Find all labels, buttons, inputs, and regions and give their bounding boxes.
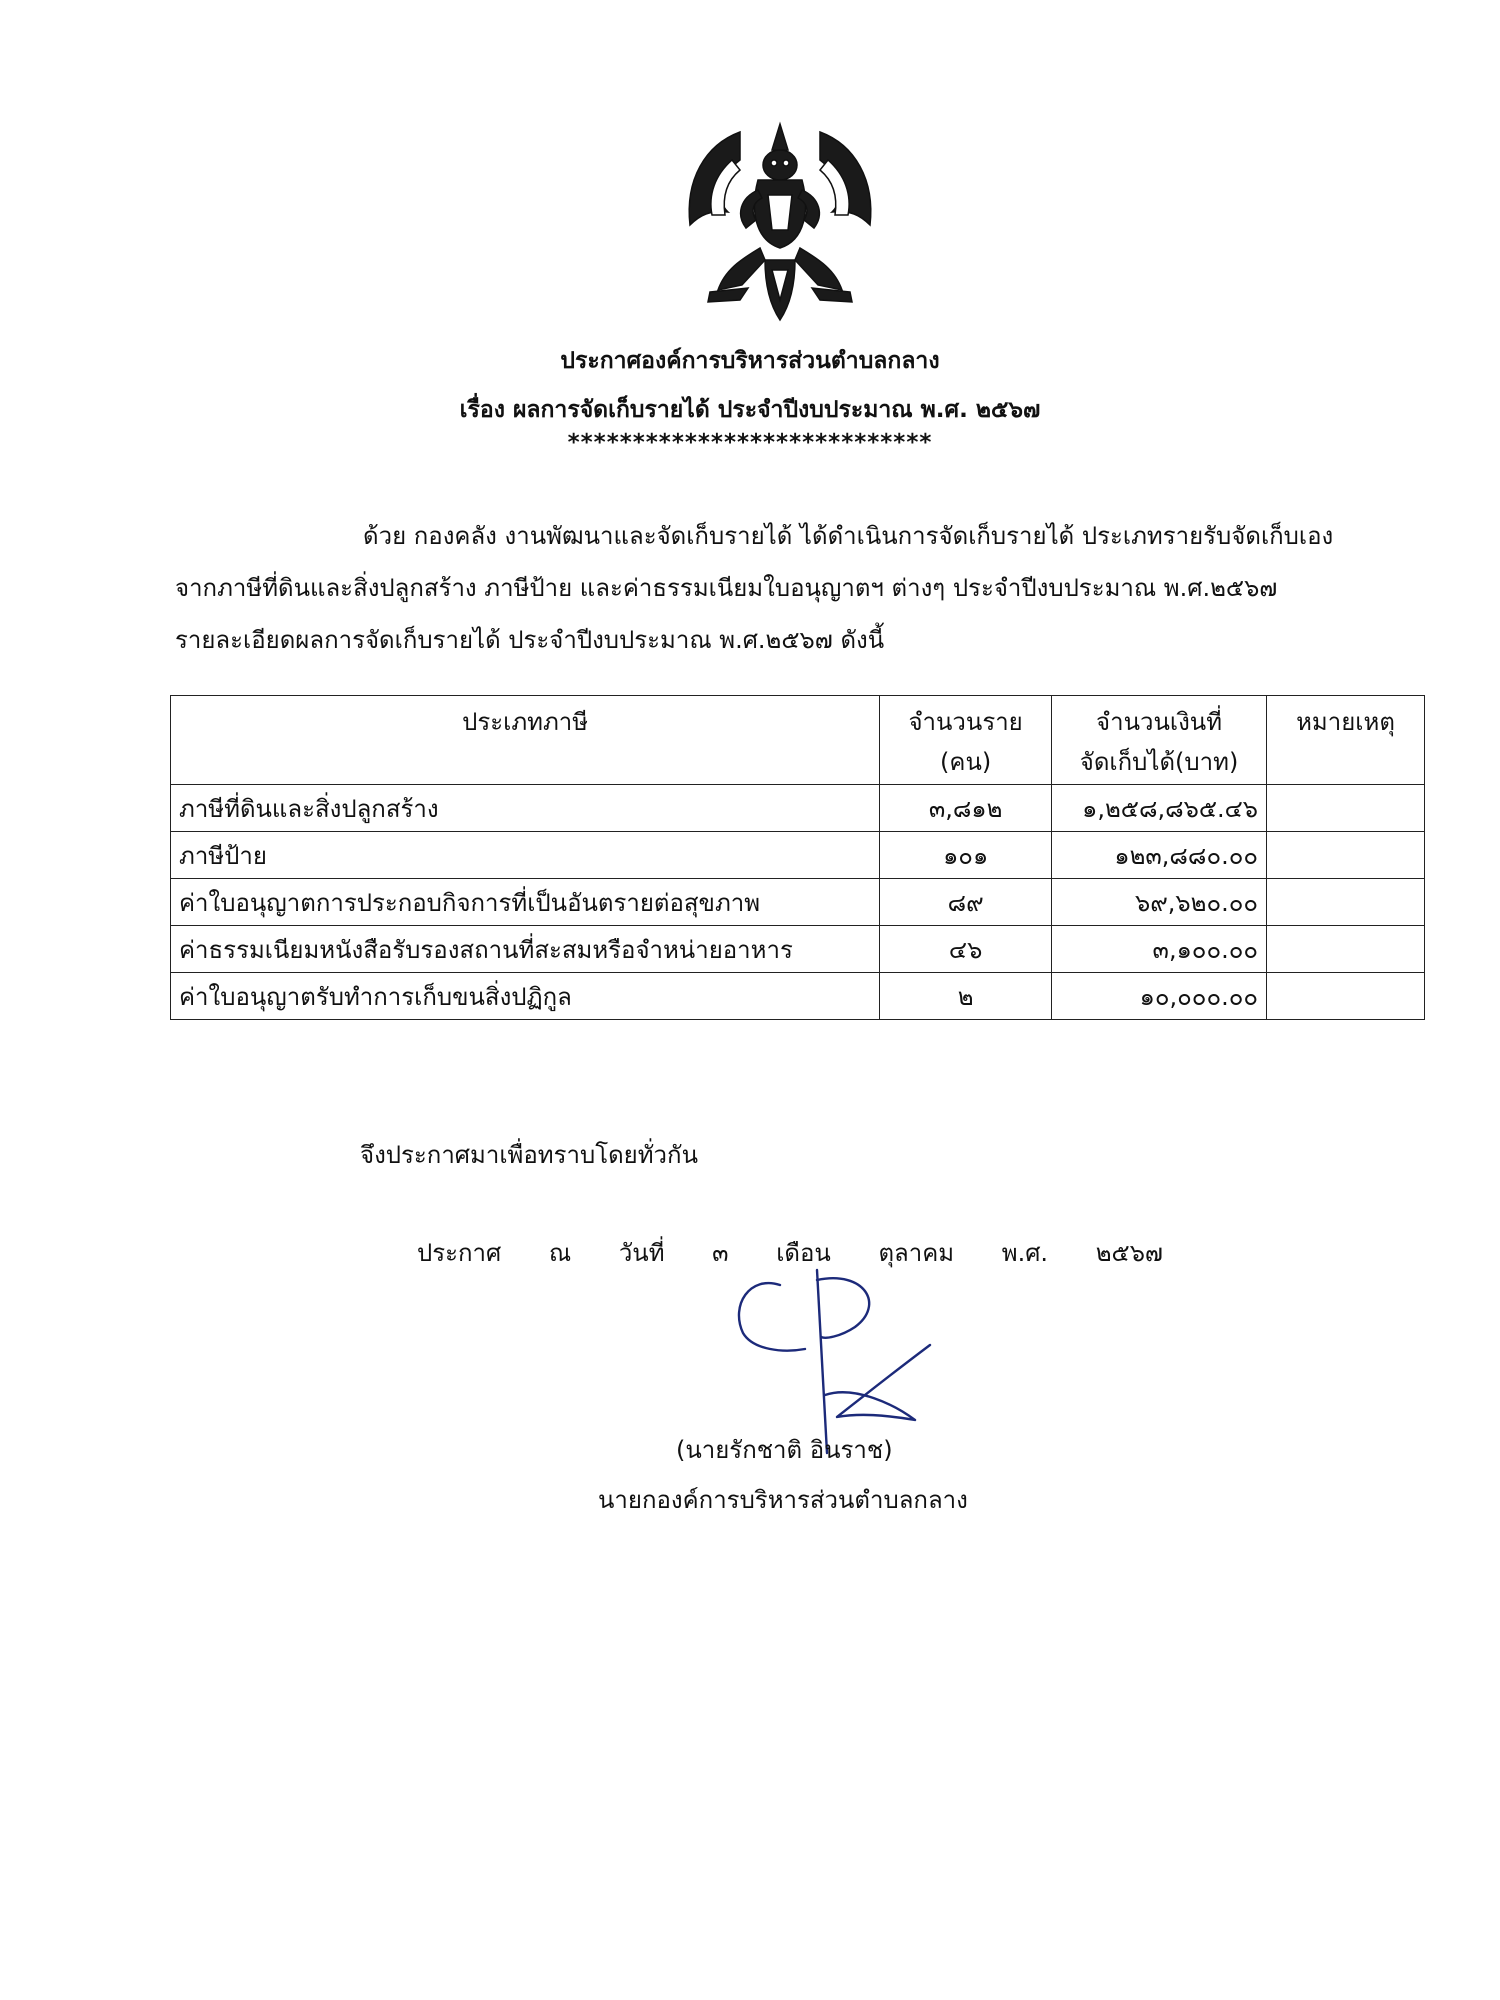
announcement-title: ประกาศองค์การบริหารส่วนตำบลกลาง bbox=[560, 348, 940, 374]
date-prefix: ประกาศ bbox=[417, 1239, 502, 1267]
date-month-label: เดือน bbox=[776, 1239, 831, 1267]
row-tax-type: ค่าใบอนุญาตการประกอบกิจการที่เป็นอันตรายต่อสุขภาพ bbox=[171, 879, 880, 926]
header-amount-line2: จัดเก็บได้(บาท) bbox=[1079, 748, 1239, 776]
row-amount: ๖๙,๖๒๐.๐๐ bbox=[1052, 879, 1267, 926]
row-tax-type: ค่าธรรมเนียมหนังสือรับรองสถานที่สะสมหรือจำหน่ายอาหาร bbox=[171, 926, 880, 973]
date-day-label: วันที่ bbox=[618, 1239, 665, 1267]
header-count-line1: จำนวนราย bbox=[908, 708, 1023, 736]
table-header-row bbox=[171, 696, 1425, 785]
signatory-position: นายกองค์การบริหารส่วนตำบลกลาง bbox=[598, 1486, 968, 1514]
row-count: ๓,๘๑๒ bbox=[880, 785, 1052, 832]
row-count: ๘๙ bbox=[880, 879, 1052, 926]
header-tax-type bbox=[171, 696, 880, 785]
row-amount: ๑๐,๐๐๐.๐๐ bbox=[1052, 973, 1267, 1020]
table-row bbox=[171, 973, 1425, 1020]
row-amount: ๑,๒๕๘,๘๖๕.๔๖ bbox=[1052, 785, 1267, 832]
header-note-label: หมายเหตุ bbox=[1296, 708, 1395, 736]
row-amount: ๓,๑๐๐.๐๐ bbox=[1052, 926, 1267, 973]
row-tax-type: ภาษีป้าย bbox=[171, 832, 880, 879]
header-note bbox=[1267, 696, 1425, 785]
table-row bbox=[171, 832, 1425, 879]
date-month: ตุลาคม bbox=[878, 1239, 955, 1267]
header-count-line2: (คน) bbox=[940, 748, 992, 776]
body-line-1: ด้วย กองคลัง งานพัฒนาและจัดเก็บรายได้ ได้ดำเนินการจัดเก็บรายได้ ประเภทรายรับจัดเก็บเอง bbox=[363, 522, 1334, 550]
body-line-3: รายละเอียดผลการจัดเก็บรายได้ ประจำปีงบประมาณ พ.ศ.๒๕๖๗ ดังนี้ bbox=[175, 626, 885, 654]
row-note bbox=[1267, 926, 1425, 973]
closing-statement: จึงประกาศมาเพื่อทราบโดยทั่วกัน bbox=[360, 1141, 698, 1169]
garuda-emblem-icon bbox=[670, 120, 890, 330]
row-tax-type: ภาษีที่ดินและสิ่งปลูกสร้าง bbox=[171, 785, 880, 832]
header-amount bbox=[1052, 696, 1267, 785]
table-row bbox=[171, 879, 1425, 926]
row-note bbox=[1267, 785, 1425, 832]
row-count: ๑๐๑ bbox=[880, 832, 1052, 879]
header-amount-line1: จำนวนเงินที่ bbox=[1096, 708, 1223, 736]
row-note bbox=[1267, 973, 1425, 1020]
row-note bbox=[1267, 879, 1425, 926]
header-count bbox=[880, 696, 1052, 785]
body-paragraph bbox=[175, 510, 1410, 666]
date-year: ๒๕๖๗ bbox=[1095, 1239, 1163, 1267]
date-at: ณ bbox=[548, 1239, 572, 1267]
row-amount: ๑๒๓,๘๘๐.๐๐ bbox=[1052, 832, 1267, 879]
title-separator: **************************** bbox=[567, 430, 933, 456]
date-year-label: พ.ศ. bbox=[1001, 1239, 1049, 1267]
row-tax-type: ค่าใบอนุญาตรับทำการเก็บขนสิ่งปฏิกูล bbox=[171, 973, 880, 1020]
date-day: ๓ bbox=[712, 1239, 729, 1267]
announcement-subject: เรื่อง ผลการจัดเก็บรายได้ ประจำปีงบประมาณ พ.ศ. ๒๕๖๗ bbox=[459, 397, 1041, 423]
row-note bbox=[1267, 832, 1425, 879]
header-tax-type-label: ประเภทภาษี bbox=[462, 708, 589, 736]
table-row bbox=[171, 785, 1425, 832]
body-line-2: จากภาษีที่ดินและสิ่งปลูกสร้าง ภาษีป้าย และค่าธรรมเนียมใบอนุญาตฯ ต่างๆ ประจำปีงบประมาณ พ.ศ.๒๕๖๗ bbox=[175, 574, 1278, 602]
row-count: ๔๖ bbox=[880, 926, 1052, 973]
signatory-name: (นายรักชาติ อินราช) bbox=[676, 1436, 893, 1464]
table-row bbox=[171, 926, 1425, 973]
row-count: ๒ bbox=[880, 973, 1052, 1020]
revenue-table bbox=[170, 695, 1425, 1020]
handwritten-signature-icon bbox=[725, 1265, 955, 1455]
